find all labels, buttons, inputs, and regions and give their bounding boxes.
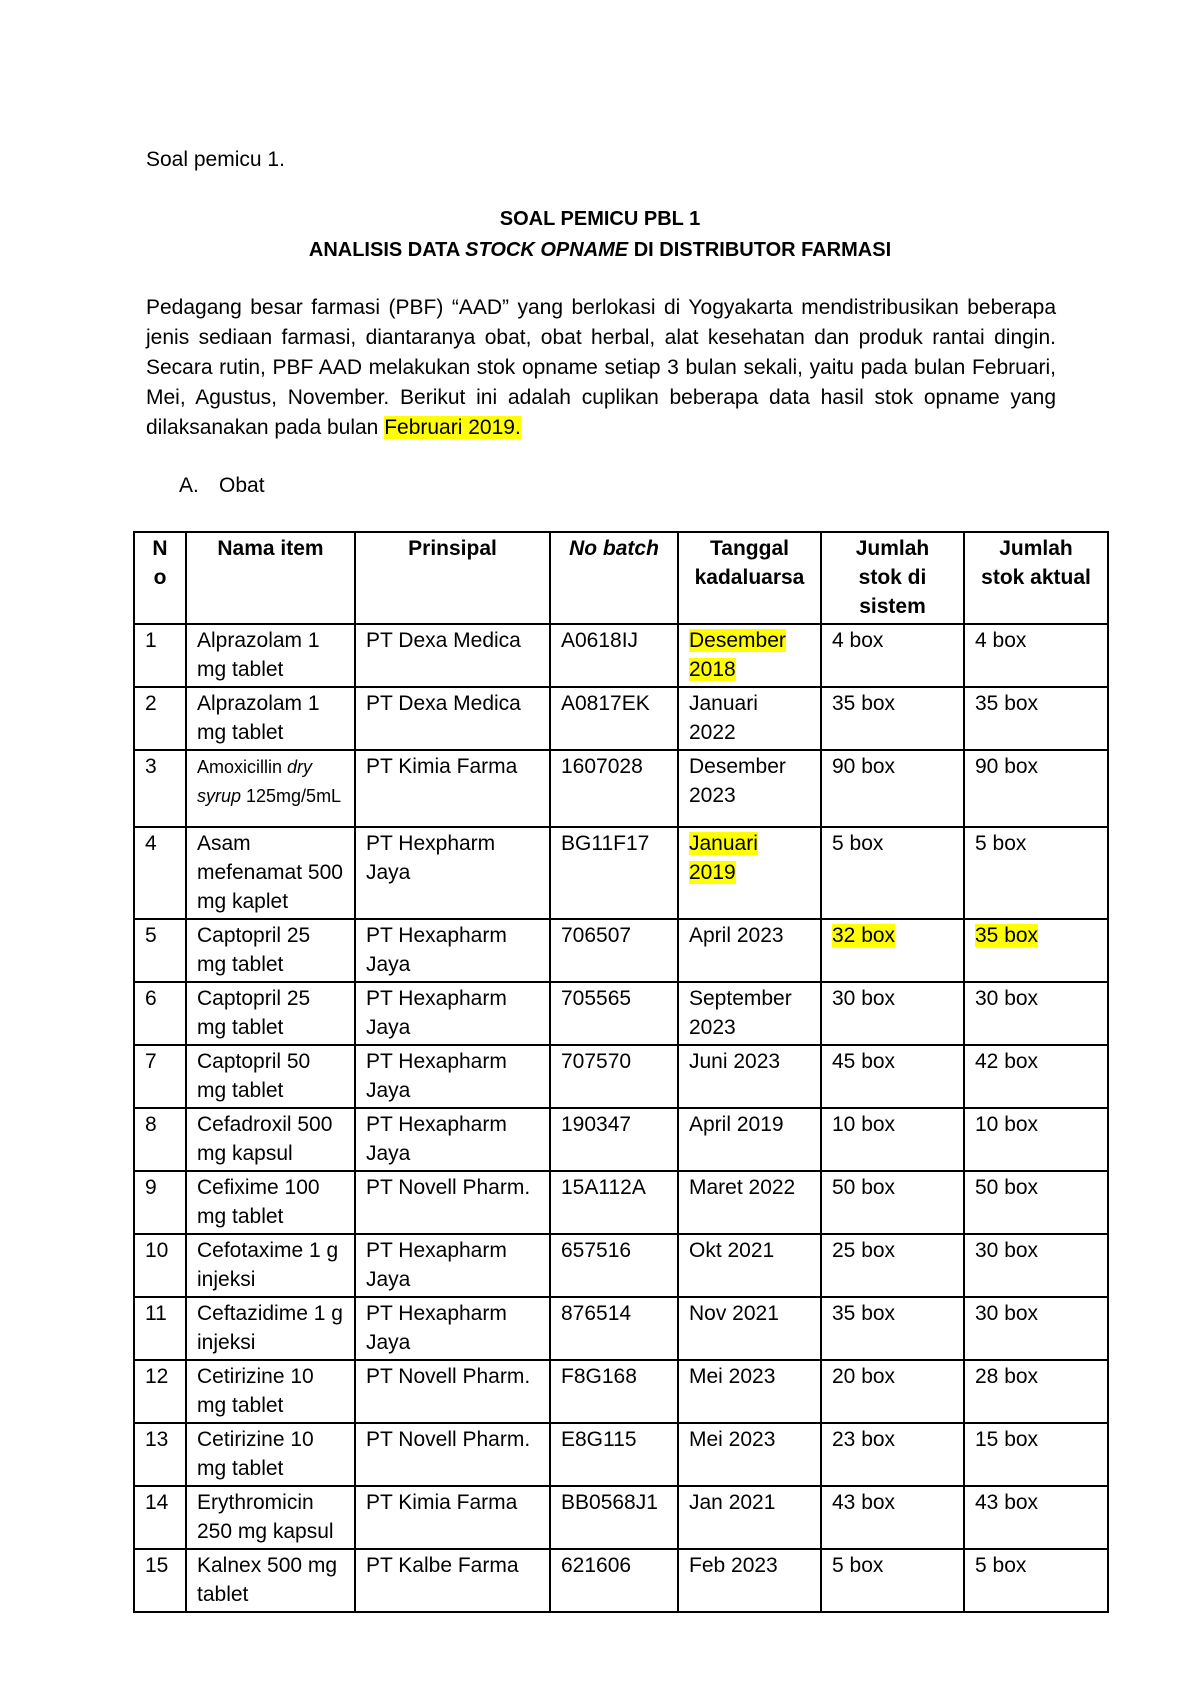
row-item-pre: Amoxicillin [197, 757, 288, 777]
row-item-text: Captopril 25 mg tablet [197, 924, 311, 976]
table-row [134, 1108, 1108, 1171]
header-system: Jumlah stok di sistem [821, 532, 964, 624]
document-subtitle [0, 239, 1200, 262]
row-item-text: Captopril 25 mg tablet [197, 987, 311, 1039]
row-batch [550, 982, 678, 1045]
row-batch [550, 919, 678, 982]
row-principal-text: PT Kimia Farma [366, 755, 518, 778]
table-row [134, 982, 1108, 1045]
row-batch-text: 876514 [561, 1302, 632, 1325]
row-principal-text: PT Hexapharm Jaya [366, 1050, 507, 1102]
row-item-post: 125mg/5mL [241, 786, 342, 806]
row-actual-text: 35 box [975, 924, 1039, 947]
row-batch [550, 1234, 678, 1297]
header-batch: No batch [550, 532, 678, 624]
table-row [134, 1297, 1108, 1360]
row-actual-text: 10 box [975, 1113, 1039, 1136]
row-actual-text: 28 box [975, 1365, 1039, 1388]
row-item [186, 827, 355, 919]
row-system-text: 45 box [832, 1050, 896, 1073]
header-principal: Prinsipal [355, 532, 550, 624]
row-item [186, 687, 355, 750]
row-system [821, 624, 964, 687]
row-no-text: 3 [145, 755, 157, 778]
row-principal-text: PT Novell Pharm. [366, 1365, 531, 1388]
row-system [821, 1549, 964, 1612]
row-no [134, 1297, 186, 1360]
row-actual-text: 30 box [975, 1239, 1039, 1262]
row-system [821, 1045, 964, 1108]
row-expiry-text: Januari 2019 [689, 832, 758, 884]
row-batch [550, 750, 678, 827]
row-expiry [678, 1297, 821, 1360]
row-no-text: 2 [145, 692, 157, 715]
intro-text: Pedagang besar farmasi (PBF) “AAD” yang berlokasi di Yogyakarta mendistribusikan beberapa jenis sediaan farmasi, diantaranya obat, obat herbal, alat kesehatan dan produk rantai dingin. Secara rutin, PBF AAD melakukan stok opname setiap 3 bulan sekali, yaitu pada bulan Februari, Mei, Agustus, November. Berikut ini adalah cuplikan beberapa data hasil stok opname yang dilaksanakan pada bulan [146, 296, 1056, 439]
row-batch [550, 1486, 678, 1549]
row-principal [355, 1297, 550, 1360]
row-system-text: 35 box [832, 1302, 896, 1325]
row-batch [550, 1108, 678, 1171]
row-batch-text: BB0568J1 [561, 1491, 658, 1514]
row-expiry [678, 982, 821, 1045]
row-expiry [678, 1549, 821, 1612]
row-batch-text: BG11F17 [561, 832, 650, 855]
row-system-text: 20 box [832, 1365, 896, 1388]
row-actual [964, 1234, 1108, 1297]
row-batch [550, 1423, 678, 1486]
row-expiry-text: Desember 2018 [689, 629, 786, 681]
row-item [186, 1423, 355, 1486]
row-no-text: 12 [145, 1365, 169, 1388]
row-system-text: 4 box [832, 629, 884, 652]
row-batch-text: 706507 [561, 924, 632, 947]
row-principal [355, 1108, 550, 1171]
header-actual: Jumlah stok aktual [964, 532, 1108, 624]
row-batch [550, 624, 678, 687]
row-no [134, 827, 186, 919]
row-actual [964, 750, 1108, 827]
row-batch [550, 1549, 678, 1612]
row-item [186, 1108, 355, 1171]
row-actual [964, 1297, 1108, 1360]
row-no-text: 10 [145, 1239, 169, 1262]
row-principal [355, 982, 550, 1045]
header-expiry: Tanggal kadaluarsa [678, 532, 821, 624]
row-batch [550, 1045, 678, 1108]
row-batch-text: 621606 [561, 1554, 632, 1577]
row-no-text: 15 [145, 1554, 169, 1577]
row-no-text: 7 [145, 1050, 157, 1073]
row-system [821, 919, 964, 982]
row-principal [355, 1423, 550, 1486]
row-expiry [678, 1486, 821, 1549]
row-expiry-text: Mei 2023 [689, 1365, 776, 1388]
row-system [821, 1423, 964, 1486]
row-system-text: 32 box [832, 924, 896, 947]
row-actual-text: 35 box [975, 692, 1039, 715]
row-system-text: 5 box [832, 832, 884, 855]
row-actual-text: 42 box [975, 1050, 1039, 1073]
row-no [134, 982, 186, 1045]
row-principal [355, 1360, 550, 1423]
row-principal-text: PT Dexa Medica [366, 629, 521, 652]
row-principal-text: PT Hexpharm Jaya [366, 832, 496, 884]
table-row [134, 1045, 1108, 1108]
row-item-text: Captopril 50 mg tablet [197, 1050, 311, 1102]
row-item [186, 1045, 355, 1108]
row-batch-text: 707570 [561, 1050, 632, 1073]
row-system [821, 1486, 964, 1549]
row-item [186, 624, 355, 687]
row-system [821, 1108, 964, 1171]
row-batch-text: A0817EK [561, 692, 650, 715]
row-no [134, 750, 186, 827]
row-item [186, 1234, 355, 1297]
row-item-text: Asam mefenamat 500 mg kaplet [197, 832, 343, 913]
row-actual-text: 5 box [975, 832, 1027, 855]
row-expiry-text: Okt 2021 [689, 1239, 775, 1262]
row-actual [964, 1171, 1108, 1234]
row-no [134, 1486, 186, 1549]
row-no [134, 624, 186, 687]
row-principal [355, 827, 550, 919]
row-batch [550, 1171, 678, 1234]
row-expiry-text: Feb 2023 [689, 1554, 778, 1577]
row-batch-text: 657516 [561, 1239, 632, 1262]
row-item [186, 919, 355, 982]
section-heading [179, 474, 265, 498]
row-item-text: Cetirizine 10 mg tablet [197, 1428, 314, 1480]
row-actual [964, 687, 1108, 750]
row-system-text: 30 box [832, 987, 896, 1010]
row-principal-text: PT Novell Pharm. [366, 1176, 531, 1199]
table-row [134, 1360, 1108, 1423]
table-row [134, 1486, 1108, 1549]
row-expiry [678, 624, 821, 687]
row-expiry-text: Juni 2023 [689, 1050, 781, 1073]
row-expiry-text: September 2023 [689, 987, 792, 1039]
row-item-text: Ceftazidime 1 g injeksi [197, 1302, 343, 1354]
row-item-text: Cefotaxime 1 g injeksi [197, 1239, 339, 1291]
stock-opname-table [133, 531, 1109, 1613]
row-principal-text: PT Novell Pharm. [366, 1428, 531, 1451]
row-expiry-text: Nov 2021 [689, 1302, 779, 1325]
header-no: N o [134, 532, 186, 624]
question-label: Soal pemicu 1. [146, 148, 285, 171]
row-system-text: 43 box [832, 1491, 896, 1514]
row-principal [355, 1171, 550, 1234]
row-no [134, 1045, 186, 1108]
row-item [186, 1297, 355, 1360]
row-expiry [678, 1234, 821, 1297]
row-batch [550, 1297, 678, 1360]
table-body [134, 624, 1108, 1612]
row-batch [550, 1360, 678, 1423]
row-actual [964, 1549, 1108, 1612]
row-actual-text: 30 box [975, 987, 1039, 1010]
row-actual-text: 15 box [975, 1428, 1039, 1451]
row-system [821, 750, 964, 827]
row-system-text: 5 box [832, 1554, 884, 1577]
row-batch [550, 827, 678, 919]
row-batch-text: A0618IJ [561, 629, 639, 652]
row-no [134, 1108, 186, 1171]
intro-paragraph [146, 293, 1056, 443]
row-principal [355, 919, 550, 982]
table-row [134, 919, 1108, 982]
row-item [186, 1549, 355, 1612]
row-principal [355, 750, 550, 827]
row-item-text: Cefixime 100 mg tablet [197, 1176, 320, 1228]
document-title: SOAL PEMICU PBL 1 [499, 208, 701, 230]
section-letter: A. [179, 474, 199, 497]
row-actual [964, 1486, 1108, 1549]
row-expiry-text: Januari 2022 [689, 692, 758, 744]
row-no-text: 5 [145, 924, 157, 947]
row-principal-text: PT Hexapharm Jaya [366, 1302, 507, 1354]
row-system-text: 90 box [832, 755, 896, 778]
row-item [186, 1486, 355, 1549]
table-row [134, 827, 1108, 919]
row-actual [964, 1045, 1108, 1108]
row-principal [355, 624, 550, 687]
row-principal-text: PT Hexapharm Jaya [366, 924, 507, 976]
row-no-text: 9 [145, 1176, 157, 1199]
row-batch-text: 705565 [561, 987, 632, 1010]
row-item [186, 1360, 355, 1423]
row-system-text: 23 box [832, 1428, 896, 1451]
row-expiry [678, 919, 821, 982]
row-expiry [678, 1171, 821, 1234]
row-principal [355, 1234, 550, 1297]
row-expiry-text: Desember 2023 [689, 755, 786, 807]
row-actual [964, 982, 1108, 1045]
row-no [134, 1360, 186, 1423]
row-system [821, 827, 964, 919]
row-item-text: Kalnex 500 mg tablet [197, 1554, 338, 1606]
subtitle-post: DI DISTRIBUTOR FARMASI [628, 239, 892, 261]
row-expiry-text: Jan 2021 [689, 1491, 776, 1514]
table-row [134, 687, 1108, 750]
row-system [821, 1171, 964, 1234]
table-row [134, 1549, 1108, 1612]
row-no-text: 8 [145, 1113, 157, 1136]
row-system-text: 10 box [832, 1113, 896, 1136]
row-expiry-text: Maret 2022 [689, 1176, 796, 1199]
row-system-text: 50 box [832, 1176, 896, 1199]
row-system [821, 1360, 964, 1423]
row-no-text: 1 [145, 629, 157, 652]
row-actual [964, 1108, 1108, 1171]
row-batch-text: 1607028 [561, 755, 643, 778]
row-item [186, 1171, 355, 1234]
row-actual-text: 90 box [975, 755, 1039, 778]
table-header-row [134, 532, 1108, 624]
row-principal-text: PT Hexapharm Jaya [366, 987, 507, 1039]
row-batch [550, 687, 678, 750]
row-actual-text: 30 box [975, 1302, 1039, 1325]
row-no [134, 1423, 186, 1486]
row-system [821, 982, 964, 1045]
row-expiry-text: April 2019 [689, 1113, 784, 1136]
row-principal [355, 687, 550, 750]
row-principal [355, 1486, 550, 1549]
row-item-text: Erythromicin 250 mg kapsul [197, 1491, 334, 1543]
row-expiry [678, 687, 821, 750]
subtitle-pre: ANALISIS DATA [308, 239, 466, 261]
row-actual [964, 827, 1108, 919]
row-actual [964, 1360, 1108, 1423]
row-system [821, 687, 964, 750]
subtitle-italic: STOCK OPNAME [465, 239, 629, 261]
row-no-text: 11 [145, 1302, 167, 1325]
row-actual-text: 4 box [975, 629, 1027, 652]
row-actual-text: 50 box [975, 1176, 1039, 1199]
row-actual [964, 919, 1108, 982]
row-item-italic: dry syrup [197, 757, 313, 806]
row-expiry [678, 1423, 821, 1486]
row-principal-text: PT Hexapharm Jaya [366, 1239, 507, 1291]
row-actual [964, 624, 1108, 687]
row-expiry [678, 750, 821, 827]
row-no-text: 4 [145, 832, 157, 855]
row-no-text: 6 [145, 987, 157, 1010]
row-no-text: 14 [145, 1491, 169, 1514]
row-no [134, 1234, 186, 1297]
table-row [134, 750, 1108, 827]
row-principal-text: PT Hexapharm Jaya [366, 1113, 507, 1165]
row-principal-text: PT Kalbe Farma [366, 1554, 519, 1577]
row-expiry-text: April 2023 [689, 924, 784, 947]
row-principal-text: PT Dexa Medica [366, 692, 521, 715]
row-item-text: Alprazolam 1 mg tablet [197, 692, 320, 744]
row-actual-text: 5 box [975, 1554, 1027, 1577]
row-no [134, 1171, 186, 1234]
row-item-text: Cefadroxil 500 mg kapsul [197, 1113, 333, 1165]
table-row [134, 1234, 1108, 1297]
row-expiry [678, 1045, 821, 1108]
row-no [134, 1549, 186, 1612]
table-row [134, 1171, 1108, 1234]
table-row [134, 1423, 1108, 1486]
row-batch-text: F8G168 [561, 1365, 637, 1388]
row-expiry [678, 827, 821, 919]
row-expiry [678, 1108, 821, 1171]
row-batch-text: 15A112A [561, 1176, 646, 1199]
row-item-text [197, 757, 341, 806]
row-no-text: 13 [145, 1428, 169, 1451]
row-expiry [678, 1360, 821, 1423]
section-title: Obat [219, 474, 265, 497]
row-item [186, 750, 355, 827]
header-item: Nama item [186, 532, 355, 624]
row-item [186, 982, 355, 1045]
row-principal [355, 1045, 550, 1108]
row-system [821, 1297, 964, 1360]
row-no [134, 687, 186, 750]
row-actual-text: 43 box [975, 1491, 1039, 1514]
row-system-text: 25 box [832, 1239, 896, 1262]
row-no [134, 919, 186, 982]
row-actual [964, 1423, 1108, 1486]
row-item-text: Cetirizine 10 mg tablet [197, 1365, 314, 1417]
row-batch-text: 190347 [561, 1113, 632, 1136]
row-batch-text: E8G115 [561, 1428, 637, 1451]
intro-highlight: Februari 2019. [384, 416, 521, 439]
row-expiry-text: Mei 2023 [689, 1428, 776, 1451]
row-principal-text: PT Kimia Farma [366, 1491, 518, 1514]
row-principal [355, 1549, 550, 1612]
row-system [821, 1234, 964, 1297]
table-row [134, 624, 1108, 687]
row-item-text: Alprazolam 1 mg tablet [197, 629, 320, 681]
row-system-text: 35 box [832, 692, 896, 715]
